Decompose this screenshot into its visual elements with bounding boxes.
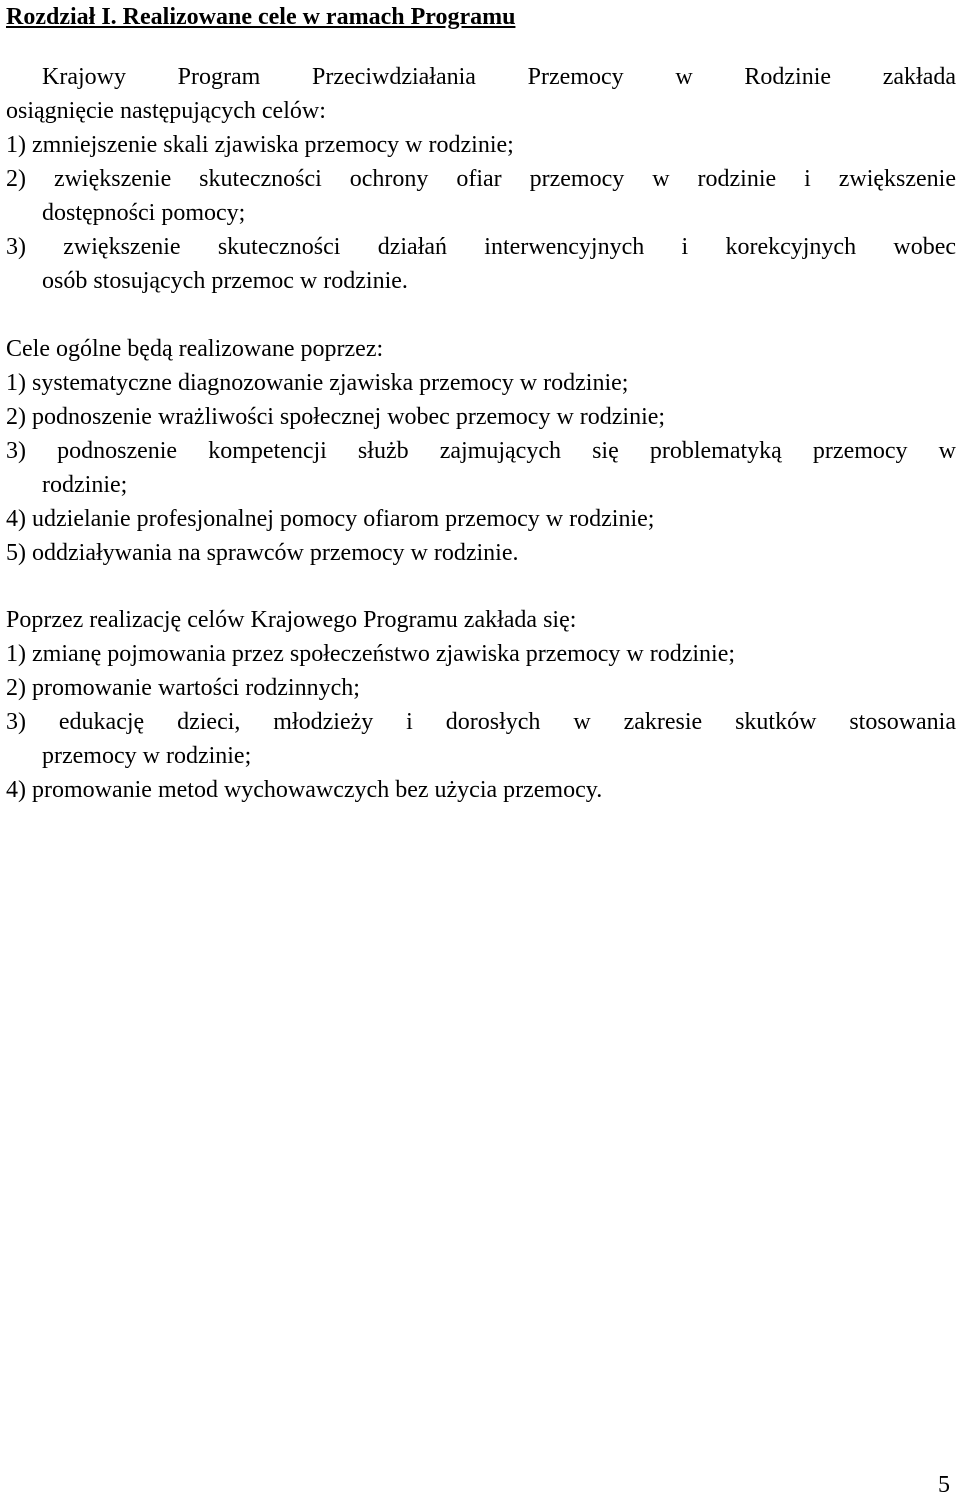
document-page [6, 0, 956, 1505]
objective-item-2: 2) podnoszenie wrażliwości społecznej wobec przemocy w rodzinie; [6, 404, 666, 430]
goals-intro-line-1: Krajowy Program Przeciwdziałania Przemocy w Rodzinie zakłada [42, 64, 956, 90]
page-number: 5 [938, 1472, 950, 1498]
objective-item-4: 4) udzielanie profesjonalnej pomocy ofiarom przemocy w rodzinie; [6, 506, 655, 532]
goal-item-2: 2) zwiększenie skuteczności ochrony ofiar przemocy w rodzinie i zwiększenie [6, 166, 956, 192]
objective-item-3-continuation: rodzinie; [42, 472, 128, 498]
goals-intro-line-2: osiągnięcie następujących celów: [6, 98, 326, 124]
goal-item-1: 1) zmniejszenie skali zjawiska przemocy w rodzinie; [6, 132, 514, 158]
assumption-item-3: 3) edukację dzieci, młodzieży i dorosłych w zakresie skutków stosowania [6, 709, 956, 735]
chapter-heading: Rozdział I. Realizowane cele w ramach Programu [6, 4, 516, 30]
assumption-item-4: 4) promowanie metod wychowawczych bez użycia przemocy. [6, 777, 603, 803]
assumption-item-1: 1) zmianę pojmowania przez społeczeństwo zjawiska przemocy w rodzinie; [6, 641, 736, 667]
objective-item-3: 3) podnoszenie kompetencji służb zajmujących się problematyką przemocy w [6, 438, 956, 464]
goal-item-2-continuation: dostępności pomocy; [42, 200, 246, 226]
assumptions-intro: Poprzez realizację celów Krajowego Programu zakłada się: [6, 607, 577, 633]
objective-item-5: 5) oddziaływania na sprawców przemocy w rodzinie. [6, 540, 519, 566]
objectives-section [6, 332, 956, 570]
goals-section [6, 60, 956, 298]
assumption-item-2: 2) promowanie wartości rodzinnych; [6, 675, 360, 701]
objective-item-1: 1) systematyczne diagnozowanie zjawiska przemocy w rodzinie; [6, 370, 629, 396]
goal-item-3-continuation: osób stosujących przemoc w rodzinie. [42, 268, 408, 294]
goal-item-3: 3) zwiększenie skuteczności działań interwencyjnych i korekcyjnych wobec [6, 234, 956, 260]
assumptions-section [6, 603, 956, 807]
assumption-item-3-continuation: przemocy w rodzinie; [42, 743, 252, 769]
objectives-intro: Cele ogólne będą realizowane poprzez: [6, 336, 384, 362]
